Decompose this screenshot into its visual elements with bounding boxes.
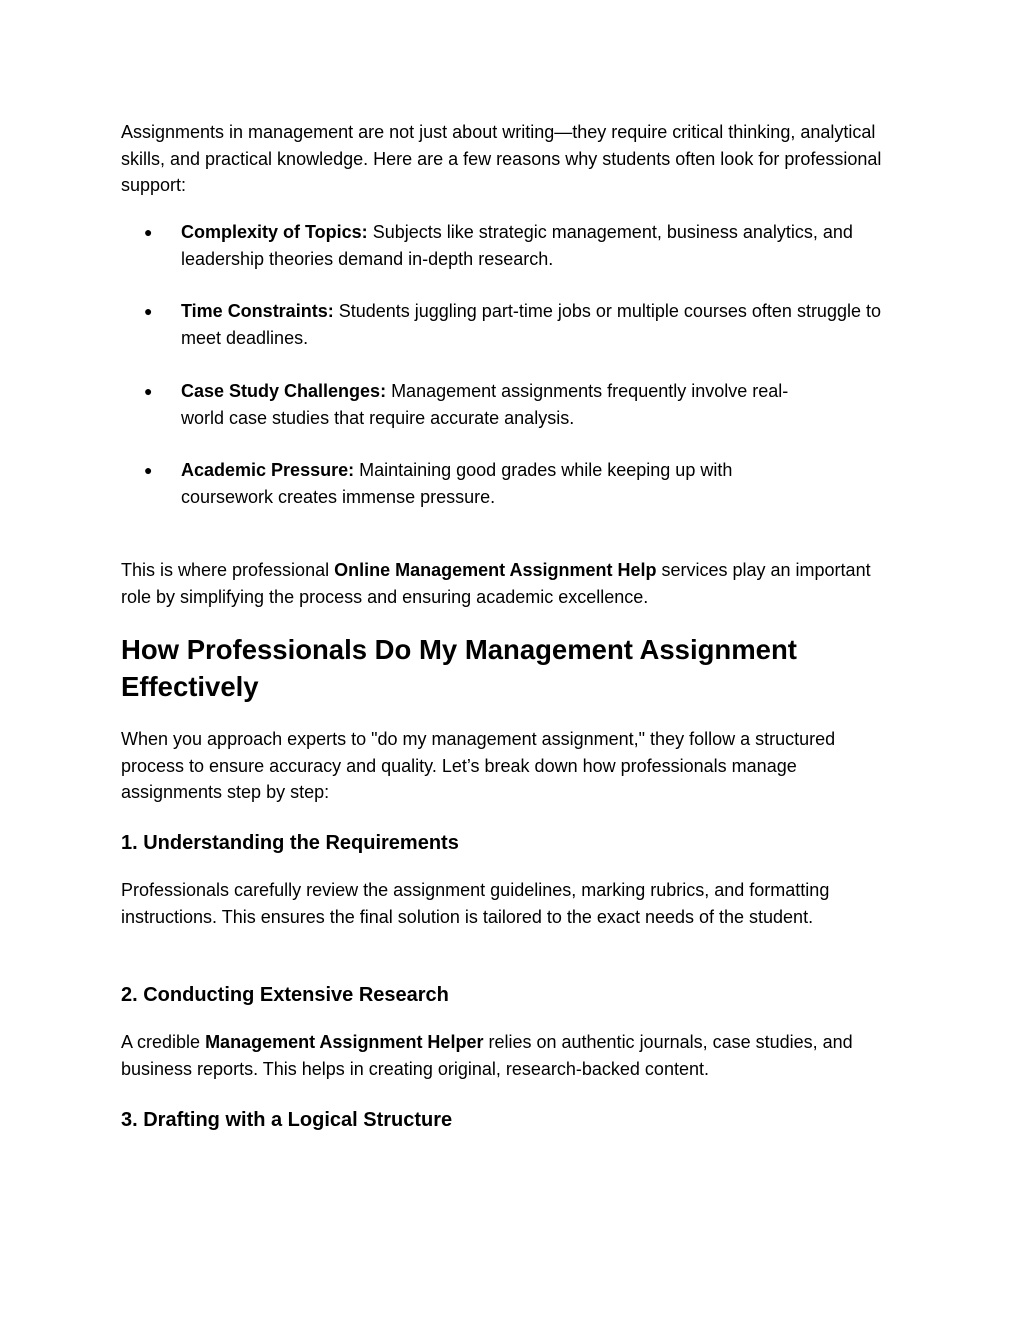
bullet-item [144, 298, 881, 351]
bullet-icon: ● [144, 383, 153, 399]
process-paragraph: When you approach experts to "do my management assignment," they follow a structured process to ensure accuracy and quality. Let’s break down how professionals manage assignments step by step: [121, 729, 836, 802]
services-paragraph [121, 557, 891, 610]
text: This is where professional [121, 560, 335, 580]
bullet-text: Students juggling part-time jobs or multiple courses often struggle to meet deadlines. [181, 301, 881, 348]
bullet-term: Case Study Challenges: [181, 381, 387, 401]
bullet-icon: ● [144, 462, 153, 478]
step3-heading: 3. Drafting with a Logical Structure [121, 1109, 453, 1131]
step2-heading: 2. Conducting Extensive Research [121, 984, 449, 1006]
bullet-text: Subjects like strategic management, business analytics, and leadership theories demand in-depth research. [181, 222, 853, 269]
bullet-text: Maintaining good grades while keeping up with coursework creates immense pressure. [181, 460, 733, 507]
section-heading: How Professionals Do My Management Assignment Effectively [121, 634, 797, 702]
bold-phrase: Online Management Assignment Help [334, 560, 657, 580]
bold-phrase: Management Assignment Helper [205, 1032, 484, 1052]
bullet-term: Time Constraints: [181, 301, 334, 321]
bullet-term: Academic Pressure: [181, 460, 355, 480]
text: services play an important role by simplifying the process and ensuring academic excellence. [121, 560, 871, 607]
bullet-item [144, 219, 901, 272]
bullet-item [144, 378, 831, 431]
bullet-icon: ● [144, 224, 153, 240]
bullet-icon: ● [144, 303, 153, 319]
bullet-text: Management assignments frequently involve real-world case studies that require accurate analysis. [181, 381, 789, 428]
text: relies on authentic journals, case studies, and business reports. This helps in creating original, research-backed content. [121, 1032, 853, 1079]
step1-text: Professionals carefully review the assignment guidelines, marking rubrics, and formatting instructions. This ensures the final solution is tailored to the exact needs of the student. [121, 880, 830, 927]
bullet-term: Complexity of Topics: [181, 222, 368, 242]
step2-text [121, 1029, 911, 1082]
step1-heading: 1. Understanding the Requirements [121, 832, 459, 854]
intro-paragraph: Assignments in management are not just about writing—they require critical thinking, analytical skills, and practical knowledge. Here are a few reasons why students often look for professional support: [121, 122, 882, 195]
text: A credible [121, 1032, 206, 1052]
bullet-item [144, 457, 821, 510]
